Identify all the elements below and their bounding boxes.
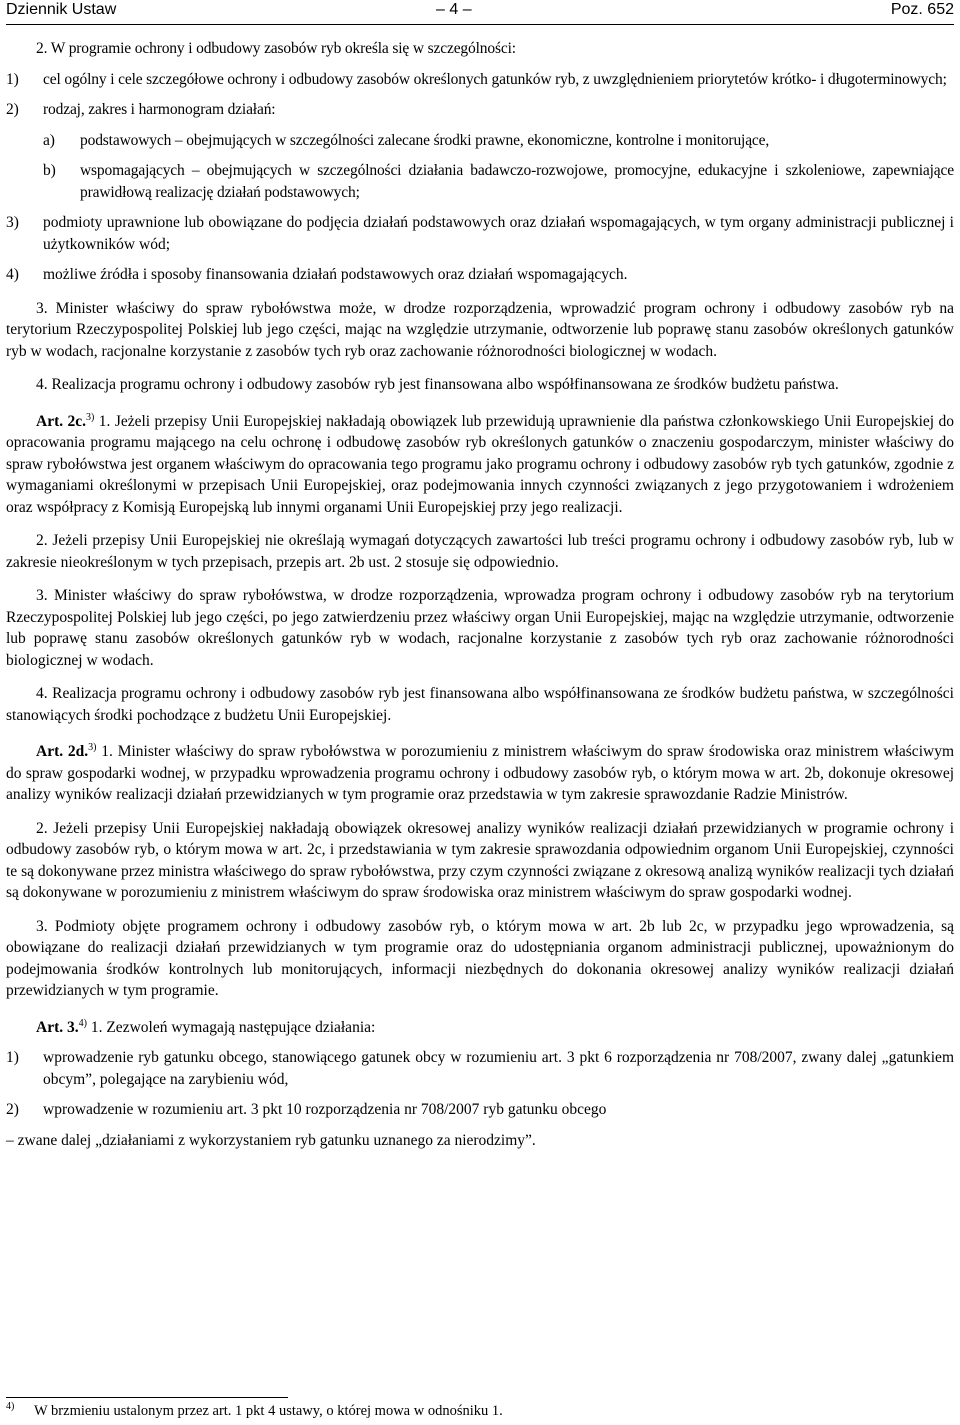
footnote-rule — [6, 1397, 288, 1398]
list-text: możliwe źródła i sposoby finansowania działań podstawowych oraz działań wspomagających. — [43, 266, 628, 283]
footnote-ref: 4) — [78, 1017, 87, 1029]
paragraph-ust3: 3. Minister właściwy do spraw rybołówstwa może, w drodze rozporządzenia, wprowadzić program ochrony i odbudowy zasobów ryb na terytorium Rzeczypospolitej Polskiej lub jego części, mając na względzie utrzymanie, odtworzenie lub poprawę stanu zasobów określonych gatunków ryb w wodach, racjonalne korzystanie z zasobów tych ryb oraz zachowanie różnorodności biologicznej w wodach. — [6, 299, 954, 360]
article-2d-para-2: 2. Jeżeli przepisy Unii Europejskiej nakładają obowiązek okresowej analizy wyników realizacji działań przewidzianych w programie ochrony i odbudowy zasobów ryb, o którym mowa w art. 2c, i przedstawiania w tym zakresie sprawozdania odpowiednim organom Unii Europejskiej, czynności te są dokonywane przez ministra właściwego do spraw rybołówstwa, przy czym czynności związane z okresową analizą wyników realizacji tych działań są dokonywane w porozumieniu z ministrem właściwym do spraw środowiska oraz ministrem właściwym do spraw gospodarki wodnej. — [6, 819, 954, 901]
journal-title: Dziennik Ustaw — [6, 1, 117, 18]
list-item — [6, 69, 954, 91]
footnote-text: W brzmieniu ustalonym przez art. 1 pkt 4 ustawy, o której mowa w odnośniku 1. — [34, 1403, 503, 1419]
page-number: – 4 – — [436, 1, 472, 18]
footnote — [6, 1402, 946, 1420]
list-text: rodzaj, zakres i harmonogram działań: — [43, 101, 276, 118]
article-2d-para-1: Art. 2d.$^{3)}$ 1. Minister właściwy do spraw rybołówstwa w porozumieniu z ministrem właściwym do spraw środowiska oraz ministrem właściwym do spraw gospodarki wodnej, w przypadku wprowadzenia programu ochrony i odbudowy zasobów ryb, o którym mowa w art. 2b, dokonuje okresowej analizy wyników realizacji działań przewidzianych w tym programie oraz przedstawia w tym zakresie sprawozdanie Radzie Ministrów. — [6, 741, 954, 803]
list-number: 1) — [6, 1049, 19, 1066]
article-label: Art. 3. — [36, 1018, 79, 1036]
list-item — [6, 212, 954, 255]
list-item — [6, 264, 954, 286]
position-number: Poz. 652 — [890, 1, 954, 18]
footnote-number: 4) — [6, 1401, 15, 1412]
intro-paragraph: 2. W programie ochrony i odbudowy zasobów ryb określa się w szczególności: — [36, 40, 516, 57]
header-rule — [6, 24, 954, 25]
sublist-letter: a) — [43, 131, 55, 149]
list-item — [6, 99, 954, 121]
list-text: wprowadzenie w rozumieniu art. 3 pkt 10 rozporządzenia nr 708/2007 ryb gatunku obcego — [43, 1101, 607, 1118]
list-number: 2) — [6, 1101, 19, 1118]
article-2c-para-2: 2. Jeżeli przepisy Unii Europejskiej nie określają wymagań dotyczących zawartości lub treści programu ochrony i odbudowy zasobów ryb, lub w zakresie nieokreślonym w tych przepisach, przepis art. 2b ust. 2 stosuje się odpowiednio. — [6, 532, 954, 571]
list-text: cel ogólny i cele szczegółowe ochrony i odbudowy zasobów określonych gatunków ryb, z uwzględnieniem priorytetów krótko- i długoterminowych; — [43, 70, 947, 88]
sublist-text: podstawowych – obejmujących w szczególności zalecane środki prawne, ekonomiczne, kontrolne i monitorujące, — [80, 131, 770, 149]
article-2c-para-1: Art. 2c.$^{3)}$ 1. Jeżeli przepisy Unii Europejskiej nakładają obowiązek lub przewidują uprawnienie dla państwa członkowskiego Unii Europejskiej do opracowania programu mającego na celu ochronę i odbudowę zasobów ryb określonych gatunków o znaczeniu gospodarczym, minister właściwy do spraw rybołówstwa jest organem właściwym do opracowania tego programu jako programu ochrony i odbudowy zasobów ryb tych gatunków, zgodnie z wymaganiami określonymi w przepisach Unii Europejskiej, oraz podejmowania innych czynności związanych z jego przygotowaniem i wdrożeniem oraz współpracy z Komisją Europejską lub innymi organami Unii Europejskiej przy jego realizacji. — [6, 411, 954, 516]
article-3-tail: – zwane dalej „działaniami z wykorzystaniem ryb gatunku uznanego za nierodzimy”. — [6, 1131, 536, 1149]
sublist-text: wspomagających – obejmujących w szczególności działania badawczo-rozwojowe, promocyjne, edukacyjne i szkoleniowe, zapewniające prawidłową realizację działań podstawowych; — [80, 162, 954, 201]
article-label: Art. 2d. — [36, 743, 89, 760]
article-label: Art. 2c. — [36, 412, 87, 430]
footnote-ref: 3) — [86, 411, 95, 423]
sublist-letter: b) — [43, 162, 56, 179]
article-2c-para-4: 4. Realizacja programu ochrony i odbudowy zasobów ryb jest finansowana albo współfinansowana ze środków budżetu państwa, w szczególności stanowiących środki pochodzące z budżetu Unii Europejskiej. — [6, 685, 954, 724]
list-text: wprowadzenie ryb gatunku obcego, stanowiącego gatunek obcy w rozumieniu art. 3 pkt 6 rozporządzenia nr 708/2007, zwany dalej „gatunkiem obcym”, polegające na zarybieniu wód, — [43, 1049, 954, 1088]
article-3-para-1: Art. 3.$^{4)}$ 1. Zezwoleń wymagają następujące działania: — [36, 1017, 376, 1036]
list-item — [6, 1099, 954, 1121]
paragraph-ust4: 4. Realizacja programu ochrony i odbudowy zasobów ryb jest finansowana albo współfinansowana ze środków budżetu państwa. — [36, 376, 839, 393]
list-number: 4) — [6, 266, 19, 283]
list-item — [6, 1047, 954, 1090]
list-number: 1) — [6, 70, 19, 88]
list-text: podmioty uprawnione lub obowiązane do podjęcia działań podstawowych oraz działań wspomagających, w tym organy administracji publicznej i użytkowników wód; — [43, 214, 954, 253]
article-2c-para-3: 3. Minister właściwy do spraw rybołówstwa, w drodze rozporządzenia, wprowadza program ochrony i odbudowy zasobów ryb na terytorium Rzeczypospolitej Polskiej lub jego części, po jego zatwierdzeniu przez właściwy organ Unii Europejskiej, mając na względzie utrzymanie, odtworzenie lub poprawę stanu zasobów określonych gatunków ryb w wodach, racjonalne korzystanie z zasobów tych ryb oraz zachowanie różnorodności biologicznej w wodach. — [6, 587, 954, 669]
article-2d-para-3: 3. Podmioty objęte programem ochrony i odbudowy zasobów ryb, o którym mowa w art. 2b lub 2c, w przypadku jego wprowadzenia, są obowiązane do realizacji działań przewidzianych w tym programie oraz do udostępniania organom administracji publicznej, upoważnionym do podejmowania środków kontrolnych lub monitorujących, informacji niezbędnych do dokonania okresowej analizy wyników realizacji działań przewidzianych w tym programie. — [6, 917, 954, 999]
list-number: 3) — [6, 214, 19, 231]
footnote-ref: 3) — [88, 741, 97, 753]
page-header — [6, 0, 954, 24]
sublist-item — [6, 160, 954, 203]
list-number: 2) — [6, 101, 19, 118]
document-body — [6, 38, 954, 1151]
sublist-item — [6, 130, 954, 152]
